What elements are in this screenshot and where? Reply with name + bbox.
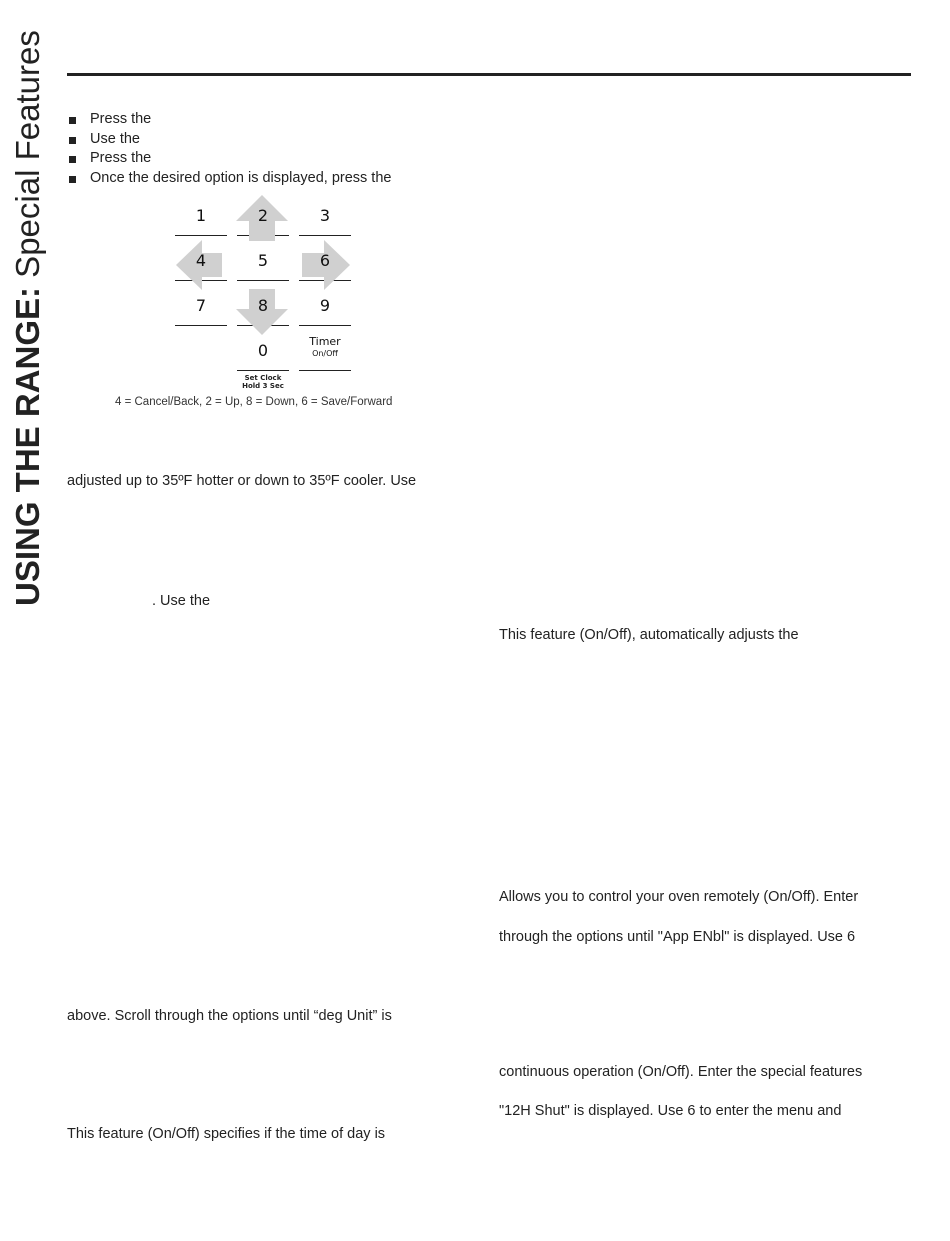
timer-sub-label: On/Off	[312, 349, 338, 358]
right-text-1: This feature (On/Off), automatically adjusts the	[499, 627, 799, 643]
right-text-3: through the options until "App ENbl" is displayed. Use 6	[499, 929, 856, 945]
key-4: 4	[175, 239, 227, 281]
keypad-caption: 4 = Cancel/Back, 2 = Up, 8 = Down, 6 = Save/Forward	[115, 396, 393, 408]
right-text-4: continuous operation (On/Off). Enter the special features	[499, 1064, 863, 1080]
key-timer	[299, 329, 351, 371]
set-clock-label: Set Clock Hold 3 Sec	[242, 374, 284, 390]
key-1: 1	[175, 194, 227, 236]
section-title-light: Special Features	[9, 30, 46, 278]
timer-label: Timer	[309, 335, 341, 348]
key-3: 3	[299, 194, 351, 236]
key-9: 9	[299, 284, 351, 326]
section-title	[8, 30, 48, 606]
list-item: Press the	[67, 149, 391, 169]
left-text-2: . Use the	[152, 593, 211, 609]
right-text-2: Allows you to control your oven remotely (On/Off). Enter	[499, 889, 859, 905]
key-5: 5	[237, 239, 289, 281]
left-text-3: above. Scroll through the options until “deg Unit” is	[67, 1008, 392, 1024]
list-item: Once the desired option is displayed, press the	[67, 169, 391, 189]
key-8: 8	[237, 284, 289, 326]
right-text-5: "12H Shut" is displayed. Use 6 to enter the menu and	[499, 1103, 842, 1119]
list-item: Press the	[67, 110, 391, 130]
left-text-1: adjusted up to 35ºF hotter or down to 35ºF cooler. Use	[67, 473, 417, 489]
instruction-list	[67, 110, 391, 188]
key-2: 2	[237, 194, 289, 236]
key-0: 0	[237, 329, 289, 371]
section-title-bold: USING THE RANGE:	[9, 286, 46, 606]
header-rule	[67, 73, 911, 76]
key-6: 6	[299, 239, 351, 281]
list-item: Use the	[67, 130, 391, 150]
key-7: 7	[175, 284, 227, 326]
left-text-4: This feature (On/Off) specifies if the time of day is	[67, 1126, 386, 1142]
